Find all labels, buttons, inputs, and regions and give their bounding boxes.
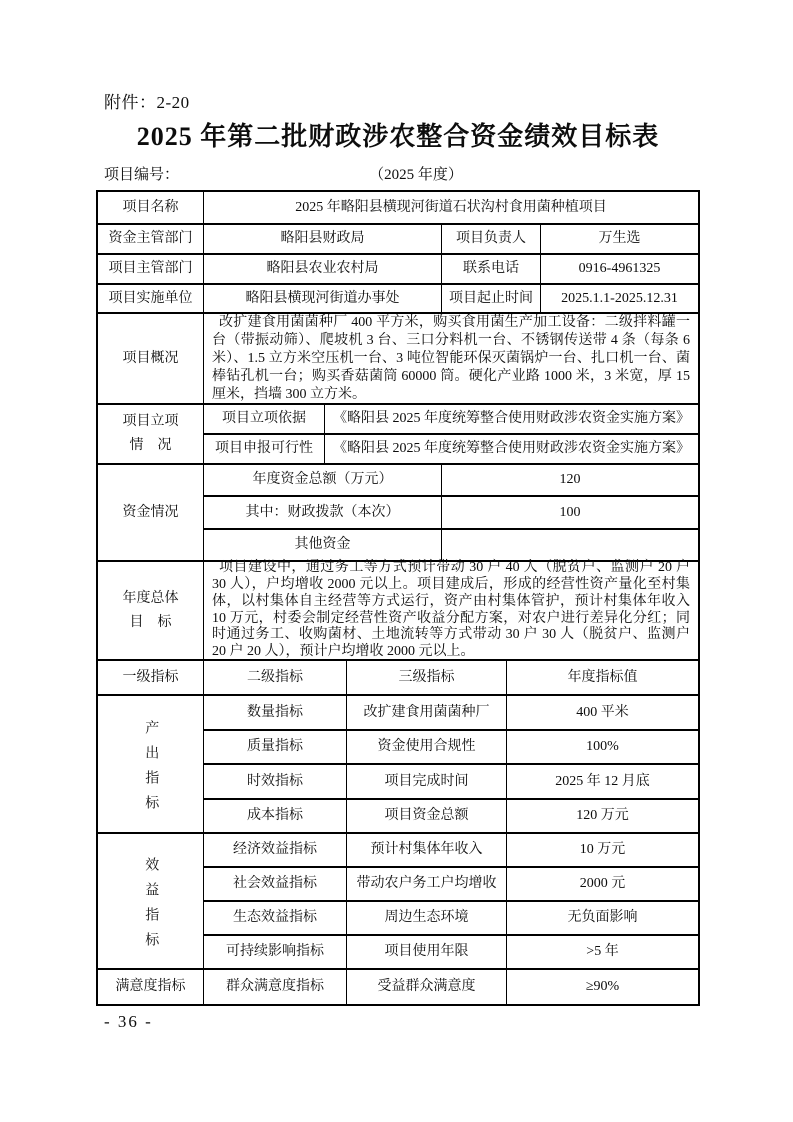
indicator-row — [204, 696, 698, 731]
satisfaction-l3: 受益群众满意度 — [347, 970, 507, 1004]
project-name-label: 项目名称 — [98, 192, 204, 223]
satisfaction-l2: 群众满意度指标 — [204, 970, 347, 1004]
satisfaction-indicator-row — [98, 970, 698, 1004]
period-label: 项目起止时间 — [442, 285, 541, 312]
annual-goal-label-line1: 年度总体 — [122, 590, 179, 606]
indicator-header-row — [98, 661, 698, 696]
approval-feasibility-label: 项目申报可行性 — [204, 435, 325, 463]
page-number: - 36 - — [104, 1012, 153, 1031]
indicator-l3: 周边生态环境 — [347, 902, 507, 934]
indicator-header-l3: 三级指标 — [347, 661, 507, 694]
funding-label: 资金情况 — [98, 465, 204, 560]
indicator-l3: 项目使用年限 — [347, 936, 507, 968]
approval-label-line1: 项目立项 — [122, 414, 179, 430]
project-dept-label: 项目主管部门 — [98, 255, 204, 283]
satisfaction-label: 满意度指标 — [98, 970, 204, 1004]
funding-row-other — [204, 530, 698, 560]
impl-unit-label: 项目实施单位 — [98, 285, 204, 312]
funding-fiscal-label: 其中：财政拨款（本次） — [204, 497, 442, 527]
approval-feasibility-row — [204, 435, 698, 463]
indicator-row — [204, 765, 698, 800]
indicator-value: 2025 年 12 月底 — [555, 773, 650, 789]
annual-goal-label — [98, 562, 204, 659]
indicator-header-l1: 一级指标 — [98, 661, 204, 694]
impl-unit-value: 略阳县横现河街道办事处 — [204, 285, 442, 312]
funding-other-label: 其他资金 — [204, 530, 442, 560]
indicator-l2: 可持续影响指标 — [204, 936, 347, 968]
indicator-l3: 项目完成时间 — [347, 765, 507, 798]
attachment-label: 附件：2-20 — [104, 93, 190, 112]
approval-feasibility-value: 《略阳县 2025 年度统筹整合使用财政涉农资金实施方案》 — [333, 441, 690, 457]
meta-row — [96, 163, 700, 185]
indicator-l2: 质量指标 — [204, 731, 347, 764]
approval-basis-label: 项目立项依据 — [204, 405, 325, 433]
year-label: （2025 年度） — [369, 167, 463, 183]
indicator-header-l2: 二级指标 — [204, 661, 347, 694]
table-row — [98, 192, 698, 225]
leader-value: 万生选 — [598, 231, 641, 247]
indicator-value: 400 平米 — [576, 704, 629, 720]
fund-dept-value: 略阳县财政局 — [204, 225, 442, 253]
indicator-header-value: 年度指标值 — [567, 669, 638, 685]
indicator-value: 10 万元 — [579, 842, 626, 858]
project-number-label: 项目编号： — [104, 167, 180, 183]
table-row — [98, 255, 698, 285]
table-row — [98, 285, 698, 314]
satisfaction-value: ≥90% — [585, 979, 620, 995]
indicator-l2: 成本指标 — [204, 800, 347, 833]
leader-label: 项目负责人 — [442, 225, 541, 253]
indicator-l3: 带动农户务工户均增收 — [347, 868, 507, 900]
indicator-row — [204, 902, 698, 936]
funding-section — [98, 465, 698, 562]
indicator-l2: 社会效益指标 — [204, 868, 347, 900]
approval-label-line2: 情 况 — [129, 438, 172, 453]
period-value: 2025.1.1-2025.12.31 — [561, 290, 678, 306]
indicator-value: 120 万元 — [576, 808, 629, 823]
output-indicators-section — [98, 696, 698, 834]
overview-paragraph: 改扩建食用菌菌种厂 400 平方米，购买食用菌生产加工设备：二级拌料罐一台（带振动筛）、爬坡机 3 台、三口分料机一台、不锈钢传送带 4 条（每条 6 米）、1.5 立方米空压机一台、3 吨位智能环保灭菌锅炉一台、扎口机一台、菌棒钻孔机一台；购买香菇菌筒 60000 筒。硬化产业路 1000 米，3 米宽，厚 15 厘米，挡墙 300 立方米。 — [212, 314, 690, 402]
table-row — [98, 314, 698, 405]
indicator-value: 2000 元 — [579, 876, 626, 892]
indicator-row — [204, 936, 698, 968]
indicator-row — [204, 800, 698, 833]
annual-goal-text — [204, 562, 698, 659]
indicator-row — [204, 868, 698, 902]
funding-row-total — [204, 465, 698, 497]
output-indicators-label: 产出指标 — [98, 696, 204, 832]
indicator-row — [204, 834, 698, 868]
indicator-l3: 改扩建食用菌菌种厂 — [347, 696, 507, 729]
approval-basis-row — [204, 405, 698, 435]
annual-goal-paragraph: 项目建设中，通过务工等方式预计带动 30 户 40 人（脱贫户、监测户 20 户 30 人），户均增收 2000 元以上。项目建成后，形成的经营性资产量化至村集体，以村集体自主经营等方式运行，资产由村集体管护，预计村集体年收入 10 万元，村委会制定经营性资产收益分配方案，对农户进行差异化分红；同时通过务工、收购菌材、土地流转等方式带动 30 户 30 人（脱贫户、监测户 20 户 20 人），预计户均增收 2000 元以上。 — [212, 560, 690, 660]
fund-dept-label: 资金主管部门 — [98, 225, 204, 253]
indicator-l2: 生态效益指标 — [204, 902, 347, 934]
benefit-indicators-label: 效益指标 — [98, 834, 204, 968]
funding-row-fiscal — [204, 497, 698, 529]
indicator-value: 无负面影响 — [567, 910, 638, 926]
funding-fiscal-value: 100 — [559, 504, 581, 520]
project-name-value: 2025 年略阳县横现河街道石状沟村食用菌种植项目 — [295, 199, 607, 215]
indicator-l2: 数量指标 — [204, 696, 347, 729]
phone-value: 0916-4961325 — [578, 261, 661, 277]
funding-total-label: 年度资金总额（万元） — [204, 465, 442, 495]
indicator-l3: 资金使用合规性 — [347, 731, 507, 764]
annual-goal-label-line2: 目 标 — [129, 614, 172, 630]
indicator-value: 100% — [586, 739, 619, 754]
funding-total-value: 120 — [559, 472, 581, 488]
approval-section — [98, 405, 698, 465]
overview-label: 项目概况 — [98, 314, 204, 403]
approval-basis-value: 《略阳县 2025 年度统筹整合使用财政涉农资金实施方案》 — [333, 411, 690, 427]
project-dept-value: 略阳县农业农村局 — [204, 255, 442, 283]
overview-text — [204, 314, 698, 403]
indicator-l2: 时效指标 — [204, 765, 347, 798]
indicator-l2: 经济效益指标 — [204, 834, 347, 866]
approval-label — [98, 405, 204, 463]
benefit-indicators-section — [98, 834, 698, 970]
indicator-l3: 项目资金总额 — [347, 800, 507, 833]
performance-target-table — [96, 190, 700, 1006]
table-row — [98, 225, 698, 255]
funding-other-value — [442, 530, 698, 560]
document-title: 2025 年第二批财政涉农整合资金绩效目标表 — [136, 122, 660, 151]
annual-goal-row — [98, 562, 698, 661]
phone-label: 联系电话 — [442, 255, 541, 283]
indicator-value: >5 年 — [586, 944, 619, 960]
indicator-row — [204, 731, 698, 766]
indicator-l3: 预计村集体年收入 — [347, 834, 507, 866]
